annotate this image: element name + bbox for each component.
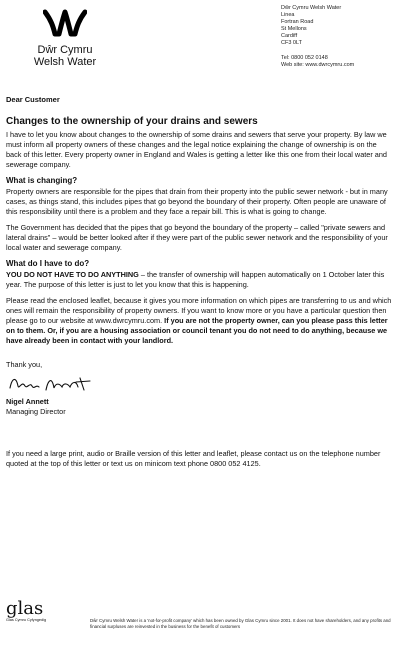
accessibility-paragraph: If you need a large print, audio or Braille version of this letter and leaflet, please contact us on the telephone number quoted at the top of this letter or text us on minicom text phone 0800 052 4125. bbox=[6, 449, 381, 468]
address-line: Cardiff bbox=[281, 33, 298, 39]
address-line: Fortran Road bbox=[281, 19, 314, 25]
glas-wordmark: glas bbox=[6, 598, 44, 619]
intro-paragraph: I have to let you know about changes to the ownership of some drains and sewers that serve your property. By law we must inform all property owners of these changes and the legal notice explaining the change of ownership is on the back of this letter. Every property owner in England and Wales is getting a letter like this one from their local water and sewerage company. bbox=[6, 130, 387, 169]
action-paragraph bbox=[6, 270, 394, 290]
letter-title: Changes to the ownership of your drains and sewers bbox=[6, 116, 258, 127]
signature-block bbox=[6, 360, 394, 417]
glas-subtitle: Glas Cymru Cyfyngedig bbox=[6, 618, 47, 622]
glas-logo bbox=[6, 600, 66, 623]
address-line: Linea bbox=[281, 12, 295, 18]
section-heading-what-do: What do I have to do? bbox=[6, 259, 90, 268]
thanks-line: Thank you, bbox=[6, 360, 43, 369]
salutation: Dear Customer bbox=[6, 95, 60, 104]
address-line: Dŵr Cymru Welsh Water bbox=[281, 5, 342, 11]
website: Web site: www.dwrcymru.com bbox=[281, 62, 355, 68]
changing-paragraph-1: Property owners are responsible for the pipes that drain from their property into the public sewer network - but in many cases, as things stand, this includes pipes that go beyond the boundary of their property. Often people are unaware of this responsibility until there is a problem and they face a repair bill. This is what is going to change. bbox=[6, 187, 388, 216]
footer-ownership-text: Dŵr Cymru Welsh Water is a 'not-for-profit company' which has been owned by Glas Cymru since 2001. It does not have shareholders, and any profits and financial surpluses are reinvested in the business for the benefit of customers bbox=[90, 618, 391, 629]
changing-paragraph-2: The Government has decided that the pipes that go beyond the boundary of the property – called "private sewers and lateral drains" – would be better looked after if they were part of the public sewer network and the responsibility of your local water and sewerage company. bbox=[6, 223, 388, 252]
letter-footer bbox=[6, 598, 394, 642]
sender-address bbox=[281, 5, 354, 69]
leaflet-paragraph bbox=[6, 296, 394, 346]
action-detail: – the transfer of ownership will happen automatically on 1 October later this year. The purpose of this letter is just to let you know that this is happening. bbox=[6, 270, 385, 289]
section-heading-what-changing: What is changing? bbox=[6, 176, 78, 185]
address-line: St Mellons bbox=[281, 26, 307, 32]
welsh-water-logo bbox=[10, 6, 120, 68]
water-wave-icon bbox=[43, 6, 87, 44]
telephone: Tel: 0800 052 0148 bbox=[281, 55, 328, 61]
handwritten-signature bbox=[6, 372, 96, 394]
brand-name-welsh: Dŵr Cymru bbox=[37, 44, 93, 56]
address-line: CF3 0LT bbox=[281, 40, 302, 46]
signer-title: Managing Director bbox=[6, 407, 66, 416]
letter-body bbox=[6, 95, 394, 475]
leaflet-text: Please read the enclosed leaflet, because it gives you more information on which pipes are transferring to us and which ones will remain the responsibility of property owners. If you want to know more or you have a particular question then please go to our website at www.dwrcymru.com. bbox=[6, 296, 392, 325]
signer-name: Nigel Annett bbox=[6, 397, 49, 406]
tenant-notice: If you are not the property owner, can you please pass this letter on to them. Or, if you are a housing association or council tenant you do not need to do anything, because we have already been in contact with your landlord. bbox=[6, 316, 388, 345]
brand-name-english: Welsh Water bbox=[33, 56, 97, 68]
no-action-notice: YOU DO NOT HAVE TO DO ANYTHING bbox=[6, 270, 139, 279]
